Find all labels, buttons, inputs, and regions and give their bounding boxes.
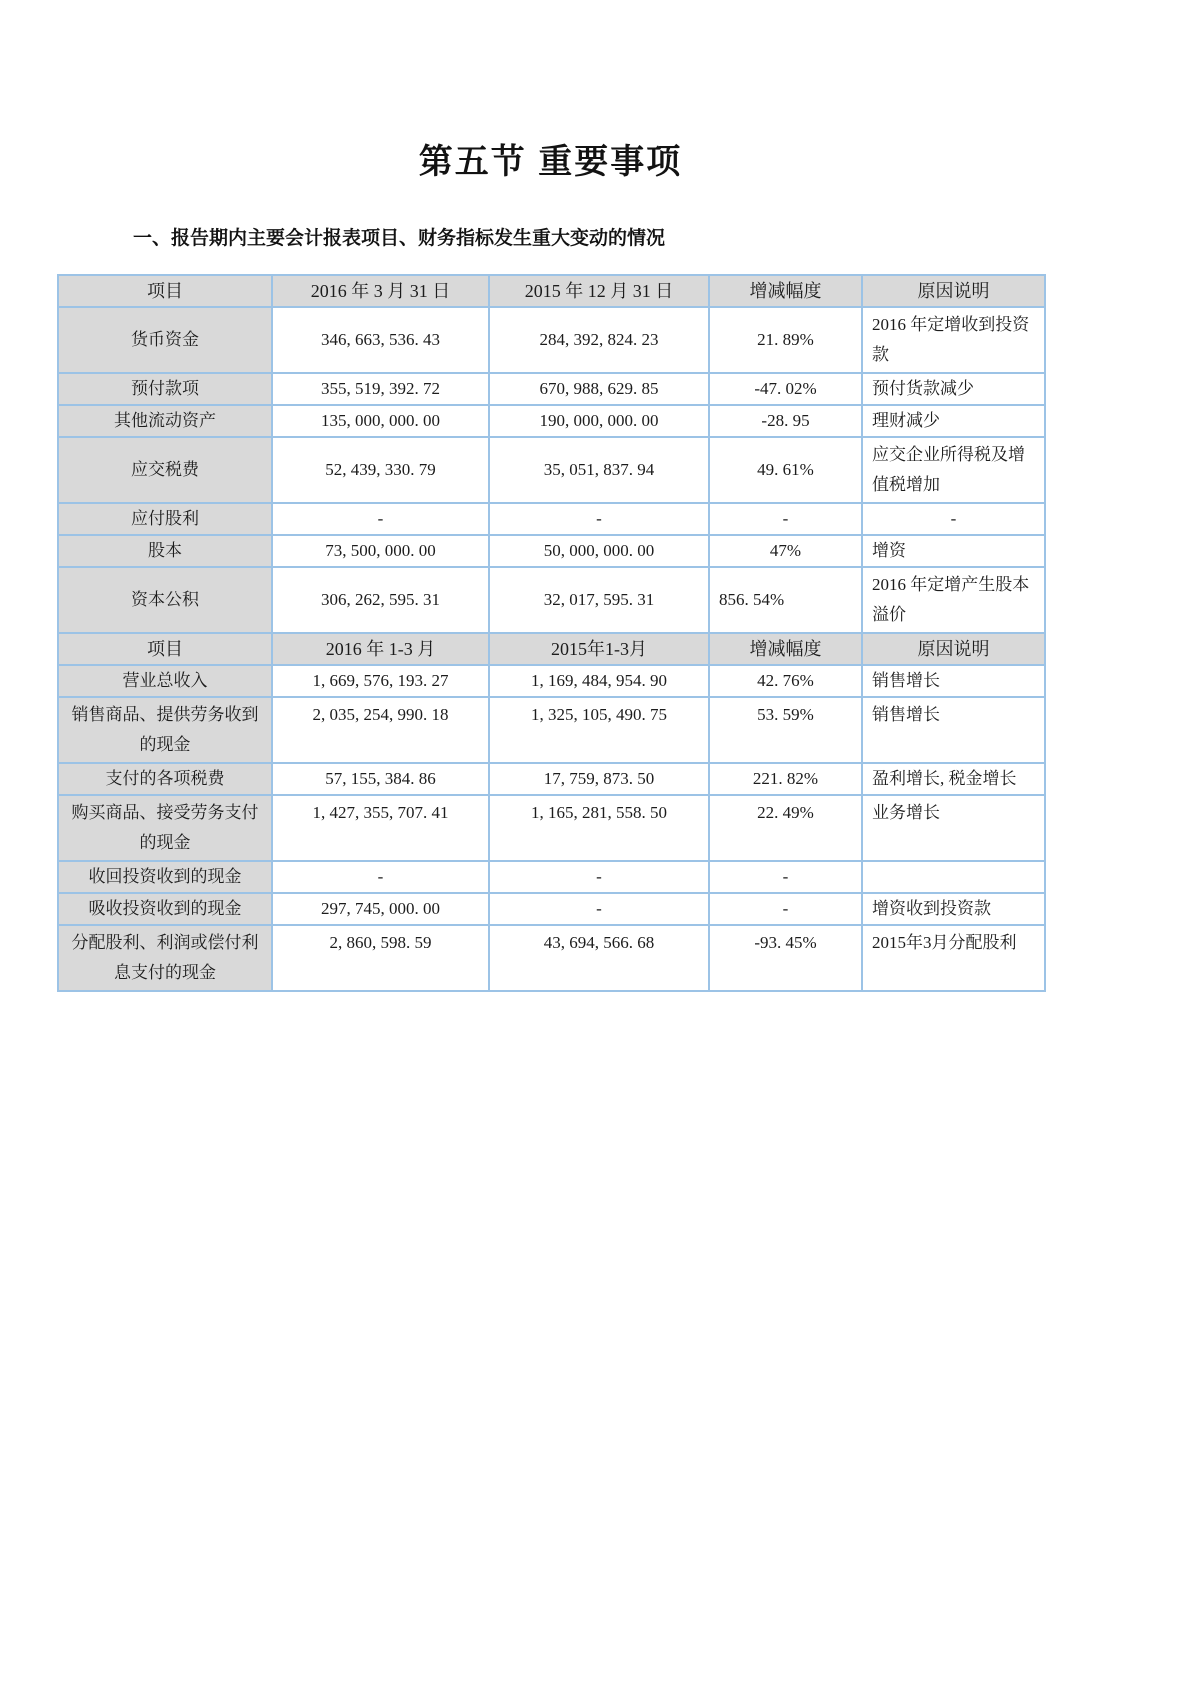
value-current-cell: 2, 035, 254, 990. 18 xyxy=(272,697,489,763)
value-prior-cell: 50, 000, 000. 00 xyxy=(489,535,709,567)
change-cell: -28. 95 xyxy=(709,405,862,437)
column-header: 增减幅度 xyxy=(709,633,862,665)
column-header: 2016 年 3 月 31 日 xyxy=(272,275,489,307)
reason-cell: 预付货款减少 xyxy=(862,373,1045,405)
page-title: 第五节 重要事项 xyxy=(418,143,683,181)
reason-cell: - xyxy=(862,503,1045,535)
value-prior-cell: 17, 759, 873. 50 xyxy=(489,763,709,795)
value-prior-cell: 190, 000, 000. 00 xyxy=(489,405,709,437)
table-row xyxy=(58,567,1045,633)
value-prior-cell: 284, 392, 824. 23 xyxy=(489,307,709,373)
table-row xyxy=(58,503,1045,535)
change-cell: 22. 49% xyxy=(709,795,862,861)
section-heading: 一、报告期内主要会计报表项目、财务指标发生重大变动的情况 xyxy=(133,228,666,249)
item-cell: 营业总收入 xyxy=(58,665,272,697)
item-cell: 销售商品、提供劳务收到的现金 xyxy=(58,697,272,763)
value-prior-cell: - xyxy=(489,503,709,535)
table-row xyxy=(58,437,1045,503)
change-cell: 856. 54% xyxy=(709,567,862,633)
column-header: 项目 xyxy=(58,633,272,665)
column-header: 增减幅度 xyxy=(709,275,862,307)
table-row xyxy=(58,893,1045,925)
reason-cell xyxy=(862,861,1045,893)
column-header: 项目 xyxy=(58,275,272,307)
table-row xyxy=(58,307,1045,373)
value-current-cell: 306, 262, 595. 31 xyxy=(272,567,489,633)
change-cell: - xyxy=(709,893,862,925)
change-cell: - xyxy=(709,503,862,535)
change-cell: 49. 61% xyxy=(709,437,862,503)
value-current-cell: 2, 860, 598. 59 xyxy=(272,925,489,991)
value-current-cell: 57, 155, 384. 86 xyxy=(272,763,489,795)
item-cell: 应付股利 xyxy=(58,503,272,535)
table-header-row xyxy=(58,275,1045,307)
value-current-cell: - xyxy=(272,503,489,535)
reason-cell: 盈利增长, 税金增长 xyxy=(862,763,1045,795)
reason-cell: 增资收到投资款 xyxy=(862,893,1045,925)
item-cell: 股本 xyxy=(58,535,272,567)
change-cell: 53. 59% xyxy=(709,697,862,763)
reason-cell: 增资 xyxy=(862,535,1045,567)
value-current-cell: - xyxy=(272,861,489,893)
item-cell: 应交税费 xyxy=(58,437,272,503)
value-prior-cell: 670, 988, 629. 85 xyxy=(489,373,709,405)
value-prior-cell: 32, 017, 595. 31 xyxy=(489,567,709,633)
reason-cell: 2016 年定增产生股本溢价 xyxy=(862,567,1045,633)
item-cell: 支付的各项税费 xyxy=(58,763,272,795)
item-cell: 吸收投资收到的现金 xyxy=(58,893,272,925)
value-current-cell: 52, 439, 330. 79 xyxy=(272,437,489,503)
item-cell: 货币资金 xyxy=(58,307,272,373)
item-cell: 收回投资收到的现金 xyxy=(58,861,272,893)
value-prior-cell: 1, 165, 281, 558. 50 xyxy=(489,795,709,861)
table-row xyxy=(58,665,1045,697)
item-cell: 分配股利、利润或偿付利息支付的现金 xyxy=(58,925,272,991)
value-prior-cell: 35, 051, 837. 94 xyxy=(489,437,709,503)
value-prior-cell: 43, 694, 566. 68 xyxy=(489,925,709,991)
column-header: 原因说明 xyxy=(862,633,1045,665)
financial-changes-table-body xyxy=(58,275,1045,991)
change-cell: - xyxy=(709,861,862,893)
reason-cell: 理财减少 xyxy=(862,405,1045,437)
change-cell: 21. 89% xyxy=(709,307,862,373)
item-cell: 资本公积 xyxy=(58,567,272,633)
value-prior-cell: 1, 169, 484, 954. 90 xyxy=(489,665,709,697)
reason-cell: 销售增长 xyxy=(862,697,1045,763)
reason-cell: 销售增长 xyxy=(862,665,1045,697)
value-current-cell: 1, 427, 355, 707. 41 xyxy=(272,795,489,861)
value-current-cell: 73, 500, 000. 00 xyxy=(272,535,489,567)
table-row xyxy=(58,697,1045,763)
table-row xyxy=(58,373,1045,405)
value-current-cell: 346, 663, 536. 43 xyxy=(272,307,489,373)
column-header: 2015年1-3月 xyxy=(489,633,709,665)
value-prior-cell: 1, 325, 105, 490. 75 xyxy=(489,697,709,763)
table-row xyxy=(58,861,1045,893)
financial-changes-table xyxy=(57,274,1046,992)
column-header: 原因说明 xyxy=(862,275,1045,307)
value-current-cell: 135, 000, 000. 00 xyxy=(272,405,489,437)
table-row xyxy=(58,535,1045,567)
value-current-cell: 355, 519, 392. 72 xyxy=(272,373,489,405)
table-header-row xyxy=(58,633,1045,665)
item-cell: 预付款项 xyxy=(58,373,272,405)
item-cell: 其他流动资产 xyxy=(58,405,272,437)
column-header: 2016 年 1-3 月 xyxy=(272,633,489,665)
page-content xyxy=(57,0,1044,992)
value-prior-cell: - xyxy=(489,861,709,893)
item-cell: 购买商品、接受劳务支付的现金 xyxy=(58,795,272,861)
value-current-cell: 1, 669, 576, 193. 27 xyxy=(272,665,489,697)
value-prior-cell: - xyxy=(489,893,709,925)
change-cell: 42. 76% xyxy=(709,665,862,697)
table-row xyxy=(58,925,1045,991)
change-cell: 47% xyxy=(709,535,862,567)
change-cell: 221. 82% xyxy=(709,763,862,795)
table-row xyxy=(58,763,1045,795)
reason-cell: 2016 年定增收到投资款 xyxy=(862,307,1045,373)
reason-cell: 2015年3月分配股利 xyxy=(862,925,1045,991)
column-header: 2015 年 12 月 31 日 xyxy=(489,275,709,307)
change-cell: -47. 02% xyxy=(709,373,862,405)
table-row xyxy=(58,405,1045,437)
table-row xyxy=(58,795,1045,861)
value-current-cell: 297, 745, 000. 00 xyxy=(272,893,489,925)
reason-cell: 业务增长 xyxy=(862,795,1045,861)
reason-cell: 应交企业所得税及增值税增加 xyxy=(862,437,1045,503)
change-cell: -93. 45% xyxy=(709,925,862,991)
